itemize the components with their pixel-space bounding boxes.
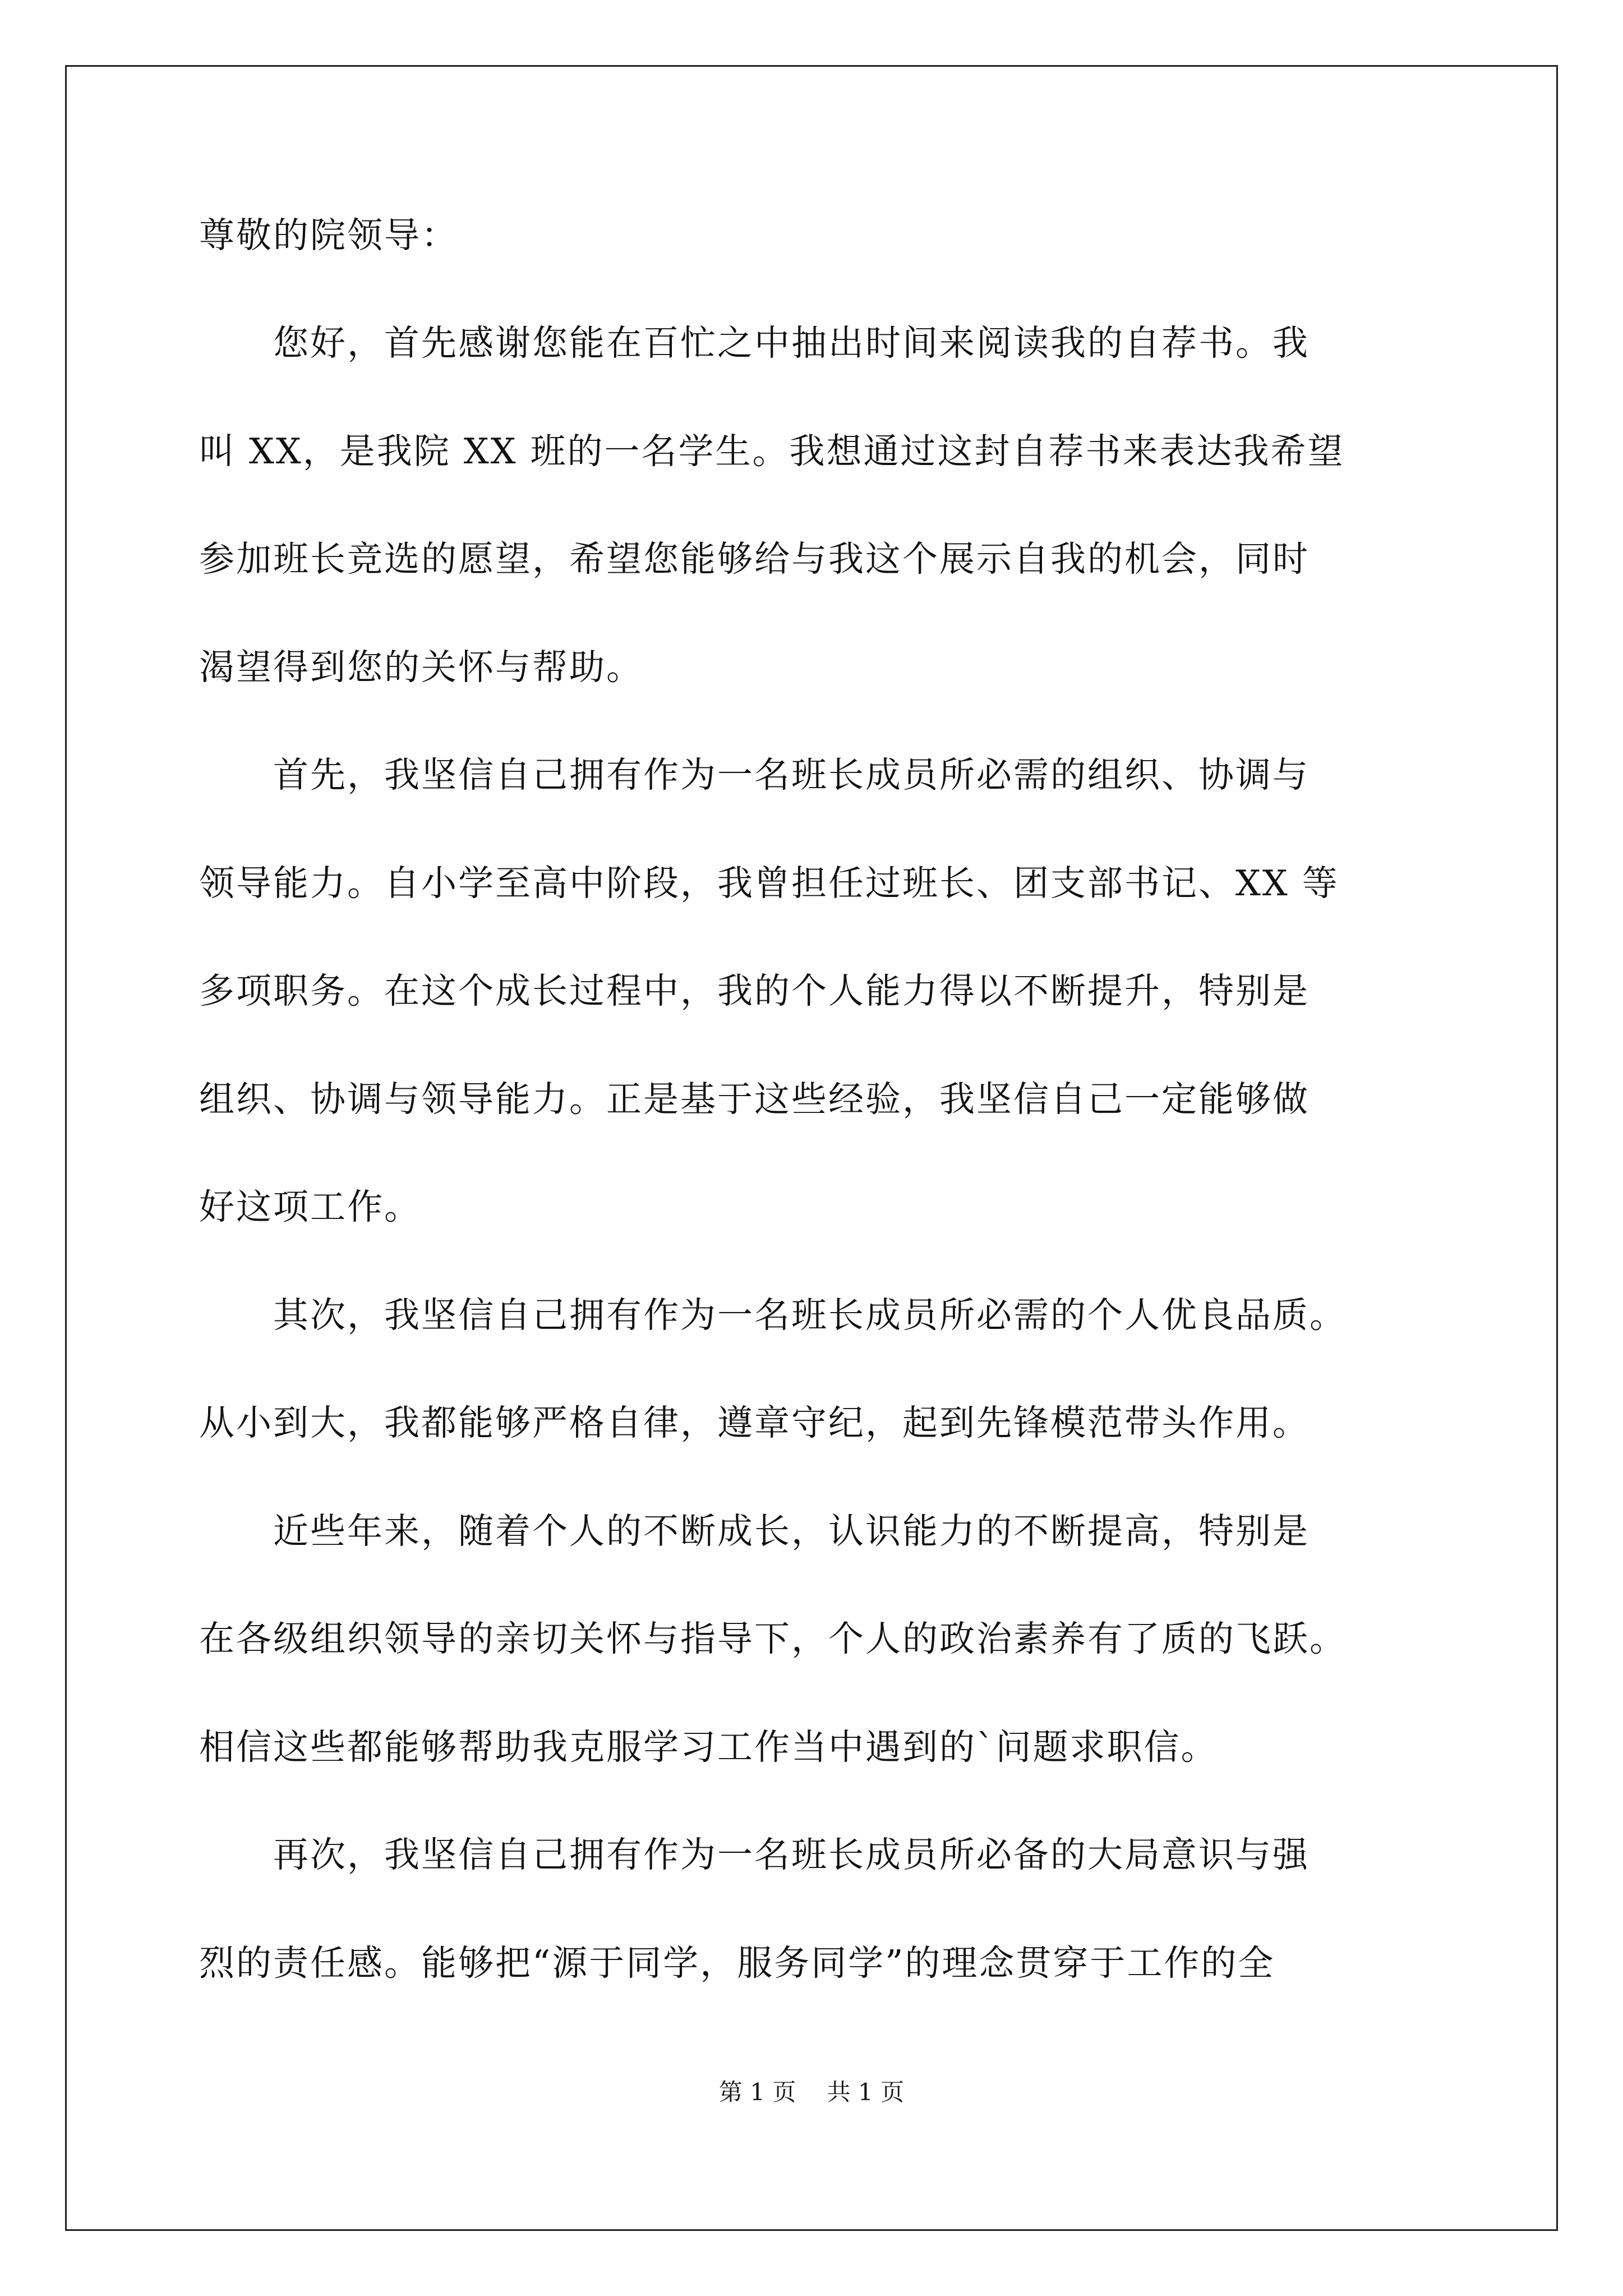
body-line-7: 多项职务。在这个成长过程中，我的个人能力得以不断提升，特别是 (199, 970, 1310, 1011)
body-line-11: 从小到大，我都能够严格自律，遵章守纪，起到先锋模范带头作用。 (199, 1402, 1310, 1443)
body-line-3: 参加班长竞选的愿望，希望您能够给与我这个展示自我的机会，同时 (199, 539, 1310, 579)
page-number-footer: 第 1 页 共 1 页 (718, 2078, 905, 2106)
body-line-16: 烈的责任感。能够把“源于同学，服务同学”的理念贯穿于工作的全 (199, 1943, 1275, 1984)
body-line-10: 其次，我坚信自己拥有作为一名班长成员所必需的个人优良品质。 (199, 1295, 1347, 1336)
body-line-4: 渴望得到您的关怀与帮助。 (199, 647, 643, 688)
body-line-1: 您好，首先感谢您能在百忙之中抽出时间来阅读我的自荐书。我 (199, 323, 1310, 364)
body-line-15: 再次，我坚信自己拥有作为一名班长成员所必备的大局意识与强 (199, 1834, 1310, 1875)
body-line-8: 组织、协调与领导能力。正是基于这些经验，我坚信自己一定能够做 (199, 1079, 1310, 1120)
body-line-2: 叫 XX，是我院 XX 班的一名学生。我想通过这封自荐书来表达我希望 (199, 431, 1345, 472)
page-border (65, 65, 1558, 2231)
body-line-13: 在各级组织领导的亲切关怀与指导下，个人的政治素养有了质的飞跃。 (199, 1618, 1347, 1659)
body-line-12: 近些年来，随着个人的不断成长，认识能力的不断提高，特别是 (199, 1511, 1310, 1552)
body-line-5: 首先，我坚信自己拥有作为一名班长成员所必需的组织、协调与 (199, 754, 1310, 795)
salutation-line: 尊敬的院领导： (199, 215, 458, 256)
body-line-9: 好这项工作。 (199, 1186, 421, 1227)
body-line-6: 领导能力。自小学至高中阶段，我曾担任过班长、团支部书记、XX 等 (199, 863, 1339, 904)
body-line-14: 相信这些都能够帮助我克服学习工作当中遇到的`问题求职信。 (199, 1727, 1218, 1768)
